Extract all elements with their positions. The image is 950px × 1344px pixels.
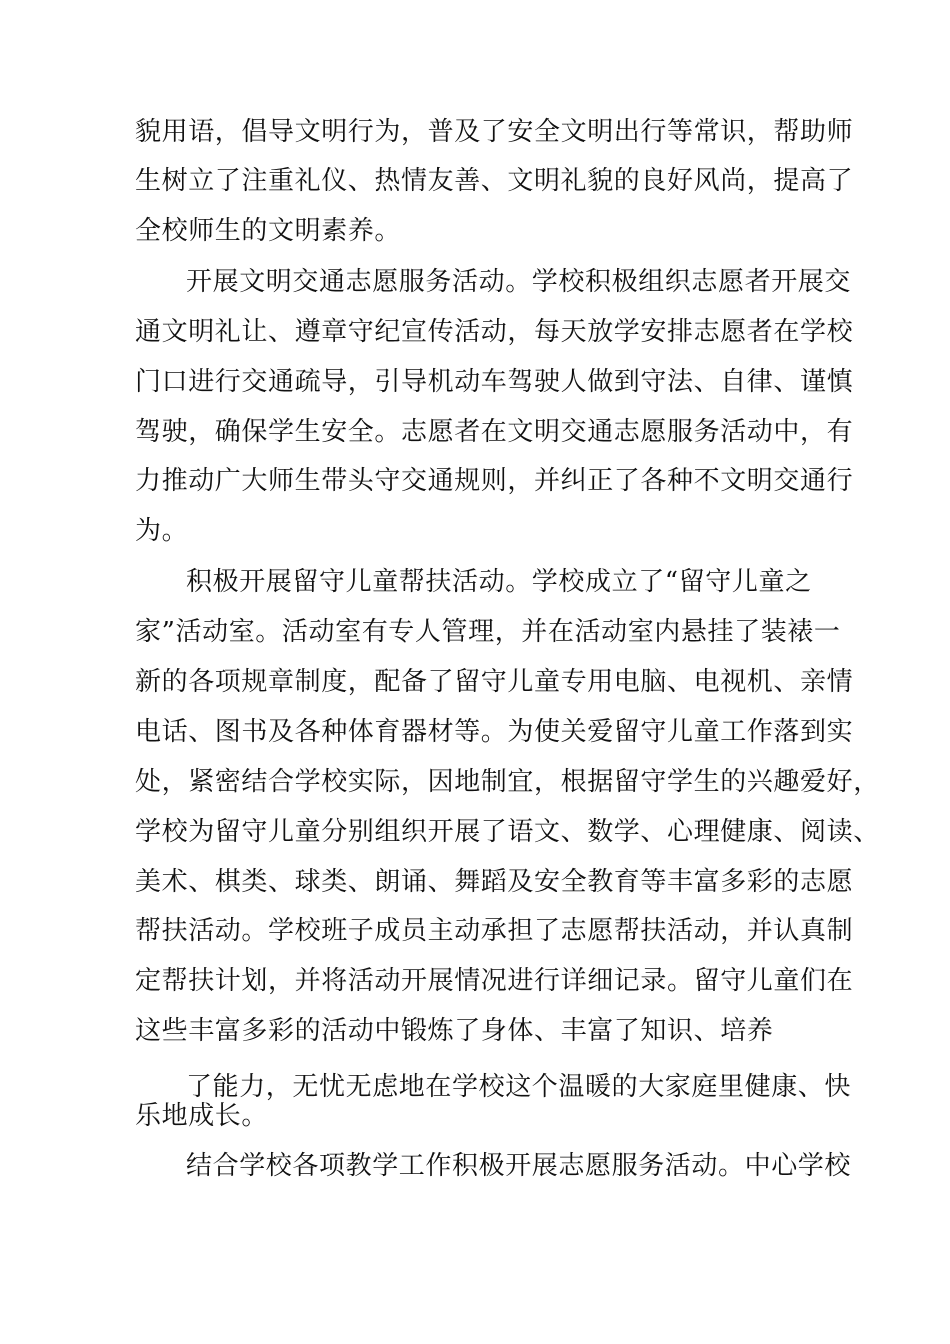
text-line: 帮扶活动。学校班子成员主动承担了志愿帮扶活动，并认真制 (135, 916, 854, 946)
text-line: 驾驶，确保学生安全。志愿者在文明交通志愿服务活动中，有 (135, 417, 854, 447)
text-line: 力推动广大师生带头守交通规则，并纠正了各种不文明交通行 (135, 466, 854, 496)
text-line: 貌用语，倡导文明行为，普及了安全文明出行等常识，帮助师 (135, 117, 854, 147)
text-line: 通文明礼让、遵章守纪宣传活动，每天放学安排志愿者在学校 (135, 317, 854, 347)
text-line: 美术、棋类、球类、朗诵、舞蹈及安全教育等丰富多彩的志愿 (135, 867, 854, 897)
text-line: 全校师生的文明素养。 (135, 216, 402, 246)
text-line: 定帮扶计划，并将活动开展情况进行详细记录。留守儿童们在 (135, 966, 854, 996)
text-line: 生树立了注重礼仪、热情友善、文明礼貌的良好风尚，提高了 (135, 166, 854, 196)
text-line: 了能力，无忧无虑地在学校这个温暖的大家庭里健康、快 (186, 1072, 852, 1102)
paragraph-first-line: 开展文明交通志愿服务活动。学校积极组织志愿者开展交 (186, 267, 852, 297)
text-line: 为。 (135, 516, 189, 546)
text-line: 新的各项规章制度，配备了留守儿童专用电脑、电视机、亲情 (135, 667, 854, 697)
paragraph-first-line: 积极开展留守儿童帮扶活动。学校成立了“留守儿童之 (186, 567, 812, 597)
text-line: 这些丰富多彩的活动中锻炼了身体、丰富了知识、培养 (135, 1016, 774, 1046)
text-line: 处，紧密结合学校实际，因地制宜，根据留守学生的兴趣爱好， (135, 767, 880, 797)
text-line: 家”活动室。活动室有专人管理，并在活动室内悬挂了装裱一 (135, 617, 841, 647)
text-line: 电话、图书及各种体育器材等。为使关爱留守儿童工作落到实 (135, 717, 854, 747)
text-line: 学校为留守儿童分别组织开展了语文、数学、心理健康、阅读、 (135, 817, 880, 847)
text-line: 乐地成长。 (135, 1101, 269, 1131)
text-line: 门口进行交通疏导，引导机动车驾驶人做到守法、自律、谨慎 (135, 367, 854, 397)
paragraph-first-line: 结合学校各项教学工作积极开展志愿服务活动。中心学校 (186, 1151, 852, 1181)
